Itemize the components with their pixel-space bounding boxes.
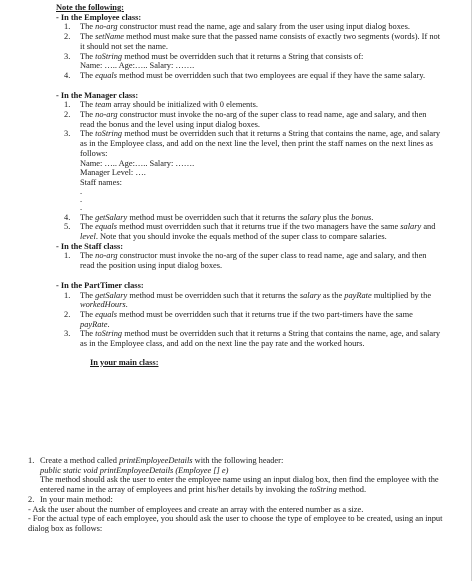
- item-text: In your main method:: [40, 494, 113, 504]
- item-text: .: [125, 300, 128, 310]
- format-line: Staff names:: [80, 177, 122, 187]
- item-text: with the following header:: [192, 456, 284, 465]
- item-text: .: [371, 212, 374, 222]
- item-code-term: toString: [95, 51, 123, 61]
- item-text: The: [80, 110, 96, 120]
- manager-item-1: [56, 100, 442, 110]
- item-code-term: no-arg: [95, 110, 118, 120]
- item-code-term: setName: [95, 32, 124, 42]
- item-number: 1.: [64, 251, 71, 261]
- item-code-term: salary: [299, 212, 321, 222]
- format-line: Manager Level: ….: [80, 168, 146, 178]
- item-text: constructor must read the name, age and salary from the user using input dialog boxes.: [117, 22, 410, 32]
- item-code-term: equals: [95, 222, 117, 232]
- item-code-term: salary: [299, 290, 321, 300]
- item-text: The method should ask the user to enter the employee name using an input dialog box, then find the employee with the entered name in the array of employees and print his/her details by invoking the: [40, 475, 439, 495]
- item-code-term: equals: [95, 70, 117, 80]
- staff-item-1: [56, 251, 442, 270]
- method-header-code: public static void printEmployeeDetails (Employee [] e): [40, 465, 229, 475]
- main-line-b: - For the actual type of each employee, you should ask the user to choose the type of employee to be created, using an input dialog box as follows:: [28, 514, 443, 533]
- manager-item-5: [56, 222, 442, 241]
- item-text: The: [80, 290, 96, 300]
- item-code-term: no-arg: [95, 22, 118, 32]
- item-text: method must be overridden such that it returns the: [127, 212, 300, 222]
- staff-heading: - In the Staff class:: [56, 241, 123, 251]
- main-item-2: [28, 495, 446, 505]
- item-text: method must be overridden such that it returns the: [127, 290, 300, 300]
- item-text: method must make sure that the passed name consists of exactly two segments (words). If not it should not set the name.: [80, 32, 441, 51]
- main-class-section: [28, 456, 446, 534]
- item-number: 2.: [64, 32, 71, 42]
- item-text: constructor must invoke the no-arg of the super class to read name, age and salary, and then read the position using input dialog boxes.: [80, 251, 427, 271]
- item-number: 4.: [64, 70, 71, 80]
- item-text: The: [80, 251, 96, 261]
- manager-item-3: [56, 129, 442, 187]
- manager-heading: - In the Manager class:: [56, 90, 139, 100]
- parttimer-item-3: [56, 329, 442, 348]
- item-code-term: no-arg: [95, 251, 118, 261]
- item-code-term: bonus: [351, 212, 372, 222]
- parttimer-heading: - In the PartTimer class:: [56, 280, 144, 290]
- item-number: 4.: [64, 212, 71, 222]
- item-text: method must be overridden such that it returns a String that consists of:: [122, 51, 364, 61]
- item-text: The: [80, 32, 96, 42]
- item-number: 2.: [64, 309, 71, 319]
- item-text: The: [80, 329, 96, 339]
- format-line: Name: ….. Age:….. Salary: …….: [80, 158, 195, 168]
- requirements-notes: [56, 3, 442, 368]
- manager-item-4: [56, 213, 442, 223]
- employee-item-3: [56, 52, 442, 71]
- item-code-term: equals: [95, 309, 117, 319]
- dot: .: [80, 186, 83, 196]
- item-text: The: [80, 70, 96, 80]
- item-code-term: payRate: [80, 319, 108, 329]
- item-code-term: printEmployeeDetails: [119, 456, 193, 465]
- employee-item-1: [56, 22, 442, 32]
- ellipsis-dots: [56, 188, 442, 212]
- item-code-term: team: [95, 100, 112, 110]
- item-text: constructor must invoke the no-arg of the super class to read name, age and salary, and then read the bonus and the level using input dialog boxes.: [80, 110, 427, 129]
- dot: .: [80, 202, 83, 212]
- item-text: multiplied by the: [371, 290, 432, 300]
- item-text: Create a method called: [40, 456, 120, 465]
- item-text: method must be overridden such that two employees are equal if they have the same salary.: [117, 70, 426, 80]
- item-text: plus the: [320, 212, 352, 222]
- item-text: The: [80, 22, 96, 32]
- item-code-term: toString: [95, 129, 123, 139]
- page-edge-divider: [471, 0, 472, 581]
- item-text: The: [80, 212, 96, 222]
- item-text: .: [107, 319, 110, 329]
- item-number: 1.: [64, 290, 71, 300]
- item-text: array should be initialized with 0 elements.: [111, 100, 258, 110]
- note-heading: Note the following:: [56, 3, 124, 12]
- item-code-term: toString: [95, 329, 123, 339]
- item-number: 1.: [64, 100, 71, 110]
- dot: .: [80, 194, 83, 204]
- main-item-1: [28, 456, 446, 495]
- item-text: method must be overridden such that it returns a String that contains the name, age, and salary as in the Employee class, and add on the next line the pay rate and the worked hours.: [80, 329, 441, 349]
- item-number: 5.: [64, 222, 71, 232]
- item-text: method must overridden such that it returns true if the two managers have the same: [117, 222, 401, 232]
- item-code-term: workedHours: [80, 300, 126, 310]
- item-code-term: toString: [309, 485, 337, 495]
- item-code-term: getSalary: [95, 290, 128, 300]
- item-number: 3.: [64, 129, 71, 139]
- item-text: The: [80, 129, 96, 139]
- item-number: 3.: [64, 51, 71, 61]
- item-number: 3.: [64, 329, 71, 339]
- parttimer-item-2: [56, 310, 442, 329]
- item-number: 2.: [28, 494, 35, 504]
- item-code-term: payRate: [344, 290, 372, 300]
- main-line-a: - Ask the user about the number of employees and create an array with the entered number as a size.: [28, 504, 364, 514]
- item-text: as the: [320, 290, 345, 300]
- item-number: 2.: [64, 110, 71, 120]
- item-text: method must be overridden such that it returns true if the two part-timers have the same: [117, 309, 413, 319]
- item-text: The: [80, 100, 96, 110]
- item-text: method.: [336, 485, 367, 495]
- item-code-term: salary: [400, 222, 422, 232]
- item-text: The: [80, 222, 96, 232]
- item-number: 1.: [64, 22, 71, 32]
- item-number: 1.: [28, 456, 35, 465]
- parttimer-item-1: [56, 291, 442, 310]
- item-text: and: [421, 222, 436, 232]
- item-text: The: [80, 309, 96, 319]
- employee-item-4: [56, 71, 442, 81]
- item-text: . Note that you should invoke the equals method of the super class to compare salaries.: [95, 232, 387, 242]
- item-code-term: getSalary: [95, 212, 128, 222]
- employee-item-2: [56, 32, 442, 51]
- manager-item-2: [56, 110, 442, 129]
- format-line: Name: ….. Age:….. Salary: …….: [80, 61, 195, 71]
- item-code-term: level: [80, 232, 96, 242]
- main-class-heading: In your main class:: [90, 357, 159, 367]
- employee-heading: - In the Employee class:: [56, 12, 142, 22]
- item-text: The: [80, 51, 96, 61]
- item-text: method must be overridden such that it returns a String that contains the name, age, and salary as in the Employee class, and add on the next line the level, then print the staff names on the next lines as follows:: [80, 129, 441, 158]
